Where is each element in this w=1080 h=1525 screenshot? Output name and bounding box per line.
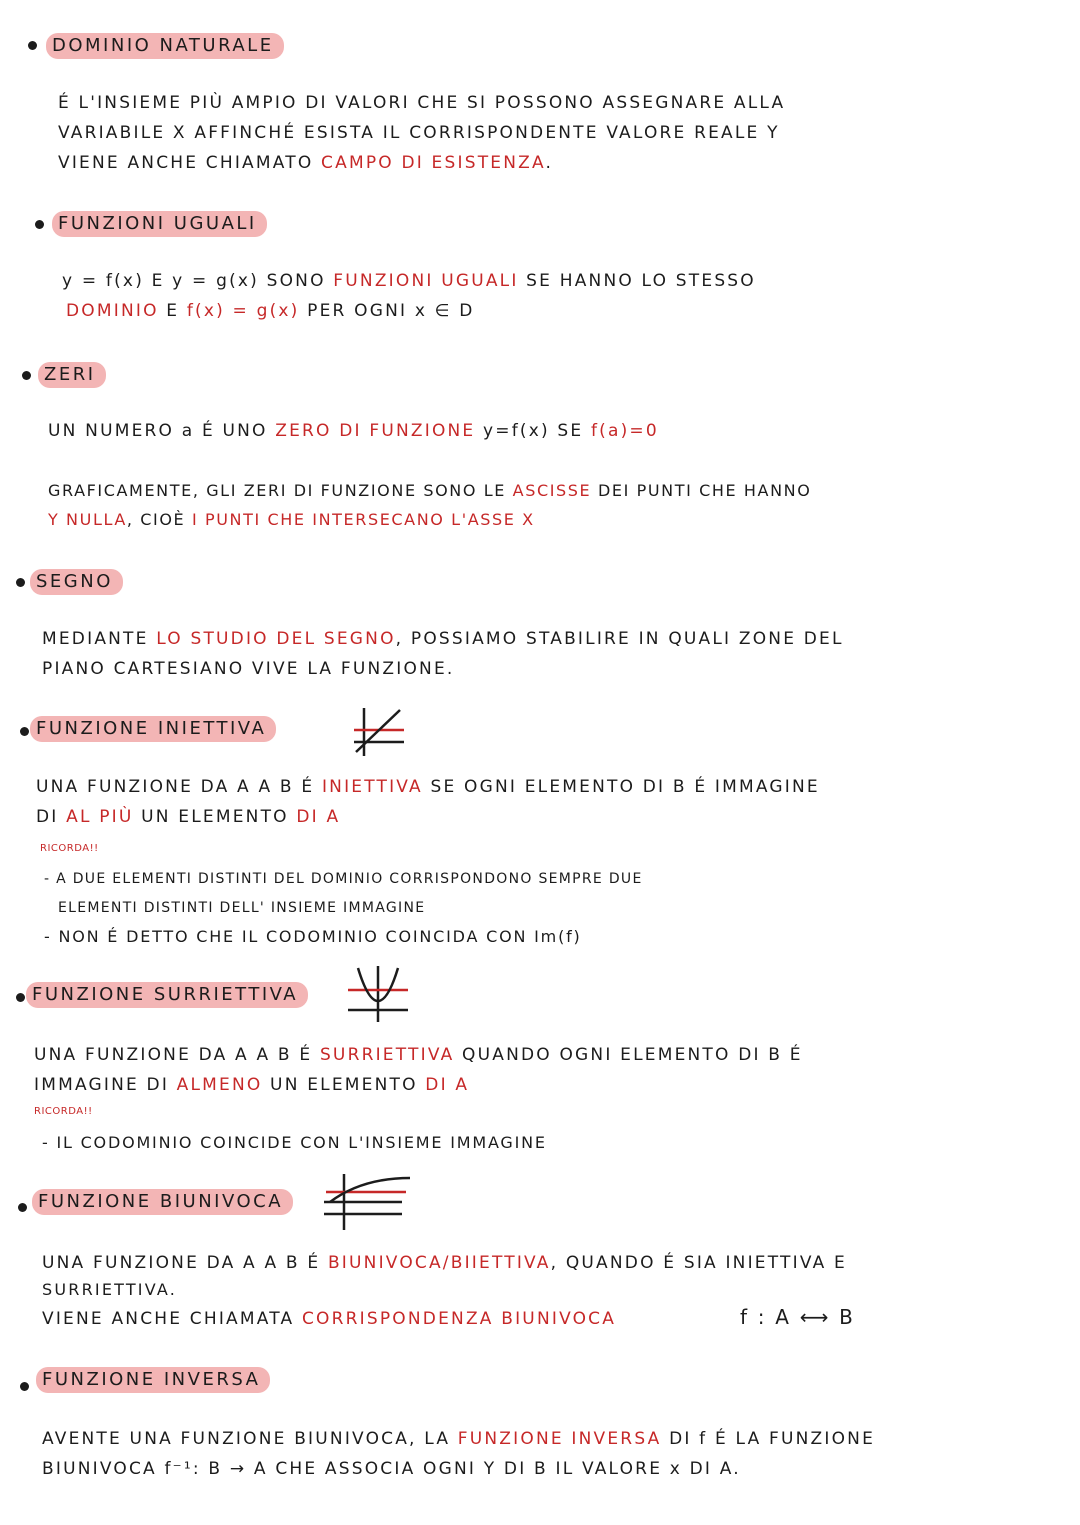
reminder-note: RICORDA!! [34, 1106, 93, 1117]
highlighted-term: CORRISPONDENZA BIUNIVOCA [301, 1309, 617, 1329]
bijection-notation: f : A ⟷ B [740, 1305, 856, 1329]
bullet-line: - A DUE ELEMENTI DISTINTI DEL DOMINIO CORRISPONDONO SEMPRE DUE [44, 871, 643, 887]
section-title: SEGNO [30, 569, 123, 595]
text-span: , CIOÈ [126, 510, 192, 529]
reminder-note: RICORDA!! [40, 843, 99, 854]
text-line [34, 1070, 469, 1100]
highlighted-term: SURRIETTIVA [319, 1045, 455, 1065]
text-line [48, 416, 659, 446]
injective-graph-icon [352, 704, 408, 760]
text-line [48, 476, 811, 506]
highlighted-term: AL PIÙ [66, 807, 134, 827]
text-line [66, 296, 475, 326]
section-title: FUNZIONE INVERSA [36, 1367, 270, 1393]
highlighted-term: INIETTIVA [321, 777, 423, 797]
highlighted-term: FUNZIONE INVERSA [457, 1429, 662, 1449]
text-span: VIENE ANCHE CHIAMATA [42, 1309, 302, 1329]
text-line [42, 1304, 616, 1334]
text-span: DI f É LA FUNZIONE [661, 1429, 876, 1449]
bullet-dot [20, 727, 29, 736]
highlighted-term: DI A [296, 807, 341, 827]
highlighted-term: LO STUDIO DEL SEGNO [156, 629, 396, 649]
text-span: SE OGNI ELEMENTO DI B É IMMAGINE [422, 777, 820, 797]
text-span: E [158, 301, 187, 321]
bullet-dot [28, 41, 37, 50]
text-line: VARIABILE X AFFINCHÉ ESISTA IL CORRISPONDENTE VALORE REALE Y [58, 123, 780, 143]
bullet-dot [22, 371, 31, 380]
section-title: ZERI [38, 362, 106, 388]
section-title: DOMINIO NATURALE [46, 33, 284, 59]
text-span: y=f(x) SE [475, 421, 591, 441]
text-line: SURRIETTIVA. [42, 1280, 177, 1299]
highlighted-term: CAMPO DI ESISTENZA [321, 153, 546, 173]
text-span: , POSSIAMO STABILIRE IN QUALI ZONE DEL [395, 629, 844, 649]
text-span: MEDIANTE [42, 629, 157, 649]
text-span: IMMAGINE DI [34, 1075, 177, 1095]
bullet-line: ELEMENTI DISTINTI DELL' INSIEME IMMAGINE [58, 900, 426, 916]
bijective-graph-icon [322, 1172, 412, 1232]
highlighted-term: Y NULLA [48, 510, 127, 529]
text-span: UN NUMERO a É UNO [48, 421, 276, 441]
text-span: UNA FUNZIONE DA A A B É [42, 1253, 328, 1273]
text-span: UN ELEMENTO [262, 1075, 426, 1095]
highlighted-term: ZERO DI FUNZIONE [275, 421, 476, 441]
highlighted-term: BIUNIVOCA/BIIETTIVA [327, 1253, 551, 1273]
text-span: UN ELEMENTO [133, 807, 297, 827]
text-line: BIUNIVOCA f⁻¹: B → A CHE ASSOCIA OGNI Y DI B IL VALORE x DI A. [42, 1459, 741, 1479]
highlighted-term: DOMINIO [66, 301, 159, 321]
text-line [42, 624, 844, 654]
text-span: UNA FUNZIONE DA A A B É [34, 1045, 320, 1065]
highlighted-term: DI A [425, 1075, 470, 1095]
text-line [42, 1248, 847, 1278]
section-title: FUNZIONI UGUALI [52, 211, 267, 237]
text-line [58, 148, 553, 178]
text-span: QUANDO OGNI ELEMENTO DI B É [454, 1045, 803, 1065]
highlighted-term: ALMENO [176, 1075, 263, 1095]
text-line [42, 1424, 875, 1454]
bullet-line: - IL CODOMINIO COINCIDE CON L'INSIEME IMMAGINE [42, 1133, 547, 1152]
text-line [48, 505, 535, 535]
text-span: UNA FUNZIONE DA A A B É [36, 777, 322, 797]
text-span: DI [36, 807, 67, 827]
bullet-line: - NON É DETTO CHE IL CODOMINIO COINCIDA CON Im(f) [44, 927, 582, 946]
text-span: . [545, 153, 554, 173]
text-span: DEI PUNTI CHE HANNO [591, 481, 812, 500]
text-line: PIANO CARTESIANO VIVE LA FUNZIONE. [42, 659, 455, 679]
highlighted-term: I PUNTI CHE INTERSECANO L'ASSE X [191, 510, 535, 529]
text-line [34, 1040, 803, 1070]
text-span: GRAFICAMENTE, GLI ZERI DI FUNZIONE SONO LE [48, 481, 513, 500]
surjective-graph-icon [346, 962, 410, 1026]
bullet-dot [18, 1203, 27, 1212]
section-title: FUNZIONE INIETTIVA [30, 716, 276, 742]
text-line [36, 802, 340, 832]
highlighted-term: ASCISSE [512, 481, 592, 500]
bullet-dot [20, 1382, 29, 1391]
text-span: AVENTE UNA FUNZIONE BIUNIVOCA, LA [42, 1429, 458, 1449]
highlighted-term: f(a)=0 [590, 421, 659, 441]
text-span: VIENE ANCHE CHIAMATO [58, 153, 322, 173]
highlighted-term: FUNZIONI UGUALI [333, 271, 519, 291]
text-span: , QUANDO É SIA INIETTIVA E [550, 1253, 847, 1273]
text-line: É L'INSIEME PIÙ AMPIO DI VALORI CHE SI POSSONO ASSEGNARE ALLA [58, 93, 786, 113]
text-span: PER OGNI x ∈ D [299, 301, 475, 321]
text-span: SE HANNO LO STESSO [518, 271, 756, 291]
section-title: FUNZIONE BIUNIVOCA [32, 1189, 293, 1215]
text-line [62, 266, 756, 296]
highlighted-term: f(x) = g(x) [186, 301, 300, 321]
bullet-dot [16, 993, 25, 1002]
text-span: y = f(x) E y = g(x) SONO [62, 271, 334, 291]
section-title: FUNZIONE SURRIETTIVA [26, 982, 308, 1008]
text-line [36, 772, 820, 802]
bullet-dot [35, 220, 44, 229]
bullet-dot [16, 578, 25, 587]
